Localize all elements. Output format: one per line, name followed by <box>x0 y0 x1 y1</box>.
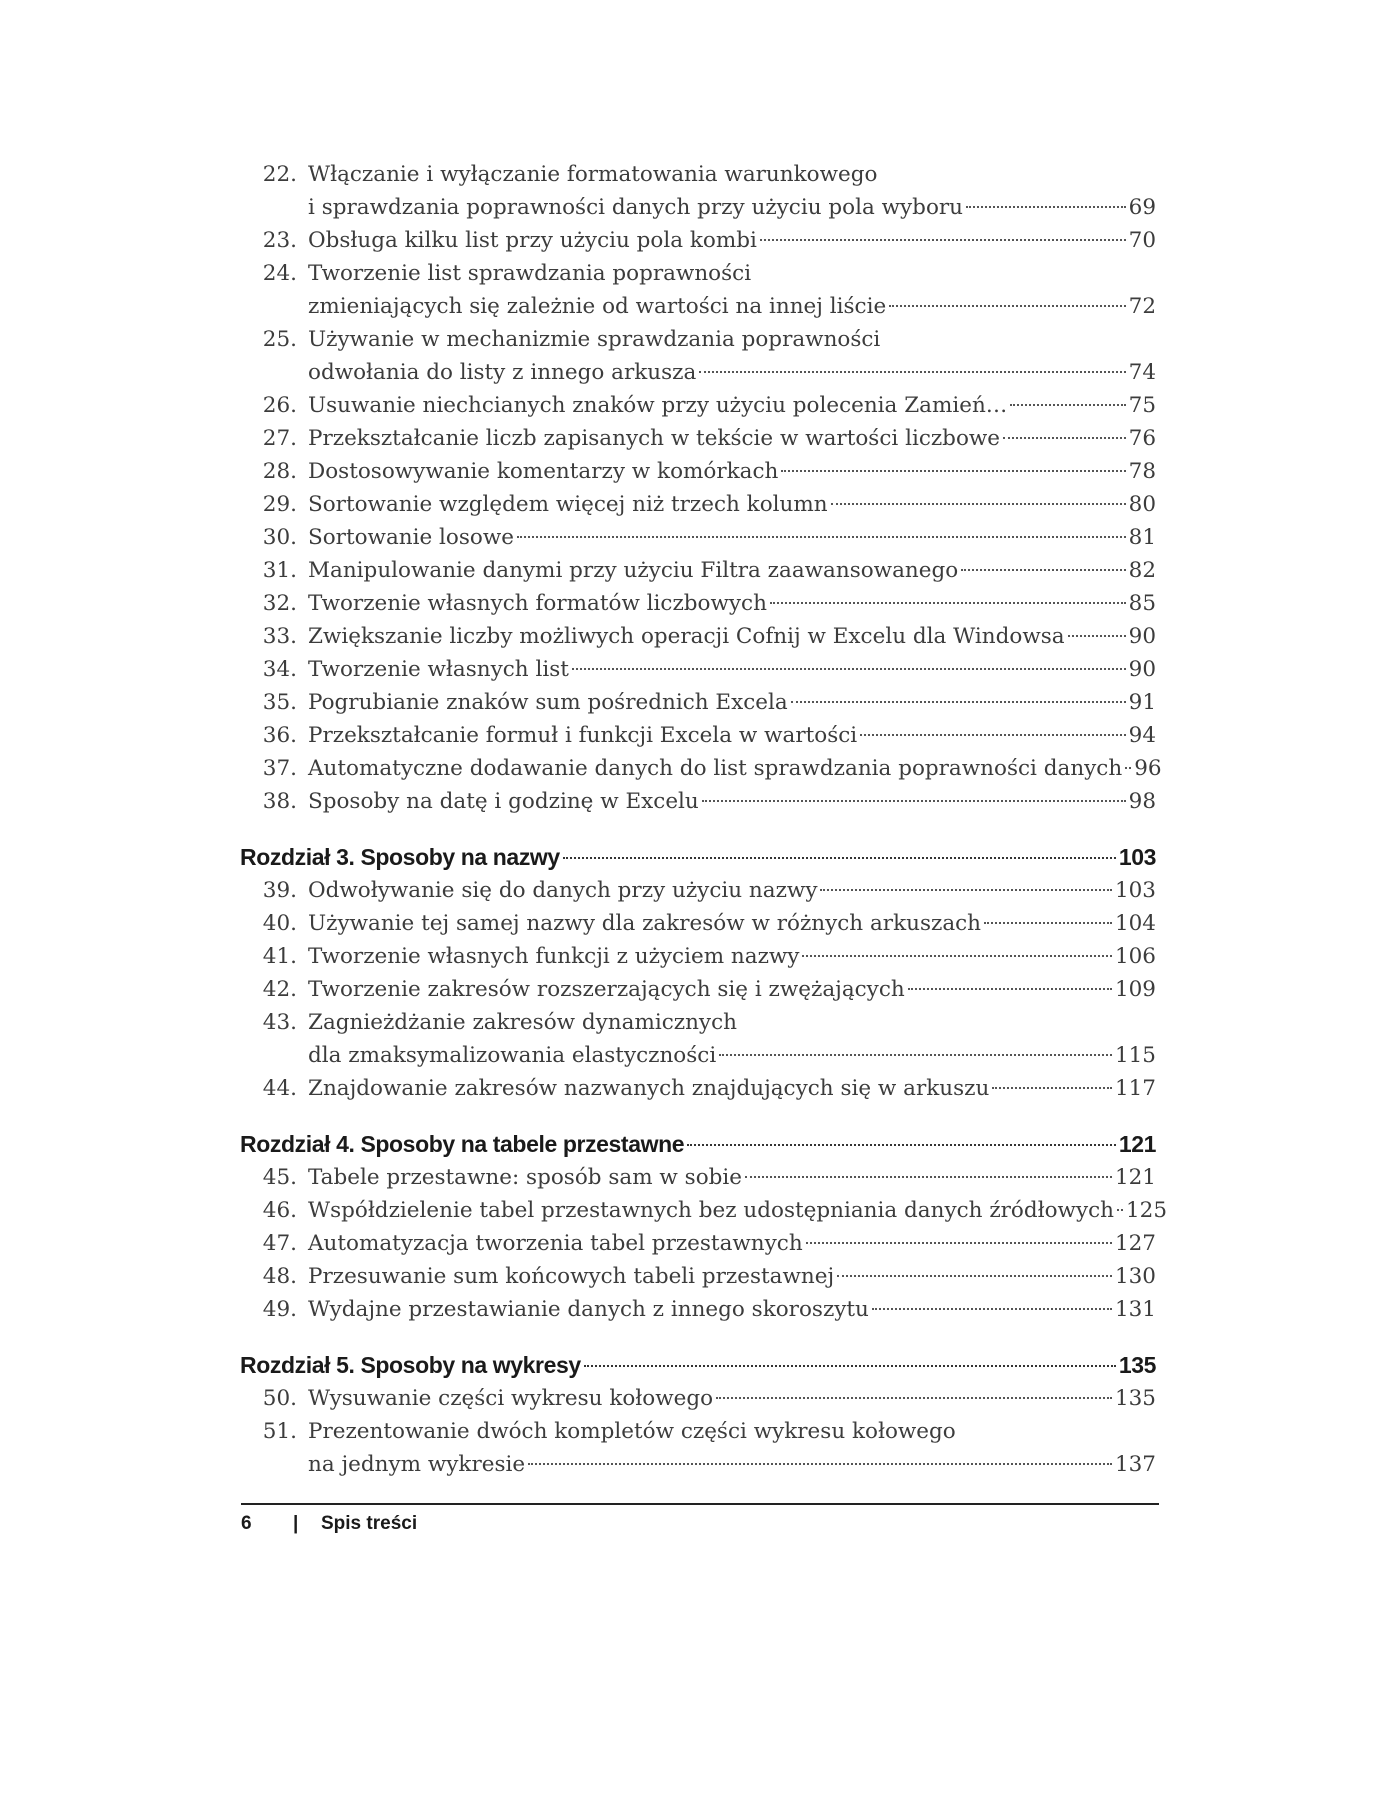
entry-title: Pogrubianie znaków sum pośrednich Excela <box>308 690 788 715</box>
entry-body <box>308 323 1156 389</box>
entry-title-row <box>308 1039 1156 1072</box>
toc-entry[interactable] <box>240 587 1156 620</box>
dot-leader <box>961 569 1125 571</box>
entry-body <box>308 488 1156 521</box>
entry-title-row <box>308 488 1156 521</box>
entry-body <box>308 907 1156 940</box>
entry-title-row <box>308 191 1156 224</box>
entry-number: 48. <box>262 1264 297 1289</box>
entry-page-number: 81 <box>1128 525 1156 550</box>
entry-page-number: 127 <box>1114 1231 1156 1256</box>
entry-body <box>308 1072 1156 1105</box>
entry-title: Tworzenie własnych funkcji z użyciem nazwy <box>308 944 800 969</box>
entry-title-row <box>308 1293 1156 1326</box>
entry-title-row <box>308 1072 1156 1105</box>
toc-entry[interactable] <box>240 389 1156 422</box>
entry-title-row <box>308 422 1156 455</box>
entry-number: 32. <box>262 591 297 616</box>
entry-body <box>308 620 1156 653</box>
entry-title-row <box>308 686 1156 719</box>
entry-number: 27. <box>262 426 297 451</box>
toc-section-chapter-2-items <box>240 158 1162 818</box>
entry-page-number: 91 <box>1128 690 1156 715</box>
entry-title: Odwoływanie się do danych przy użyciu nazwy <box>308 878 818 903</box>
entry-page-number: 85 <box>1128 591 1156 616</box>
entry-number: 37. <box>262 756 297 781</box>
entry-body <box>308 973 1156 1006</box>
entry-title-row <box>308 587 1156 620</box>
entry-page-number: 70 <box>1128 228 1156 253</box>
toc-entry[interactable] <box>240 554 1156 587</box>
entry-page-number: 90 <box>1128 624 1156 649</box>
entry-body <box>308 158 1156 224</box>
entry-title: Sortowanie losowe <box>308 525 514 550</box>
entry-body <box>308 1293 1156 1326</box>
entry-title-line: Tworzenie list sprawdzania poprawności <box>308 261 752 286</box>
dot-leader <box>781 470 1125 472</box>
entry-title: Tworzenie własnych formatów liczbowych <box>308 591 767 616</box>
entry-page-number: 96 <box>1134 756 1162 781</box>
entry-number: 24. <box>262 261 297 286</box>
entry-title: Używanie tej samej nazwy dla zakresów w różnych arkuszach <box>308 911 982 936</box>
footer-separator: | <box>293 1513 299 1534</box>
entry-page-number: 80 <box>1128 492 1156 517</box>
chapter-4-heading[interactable] <box>240 1127 1156 1161</box>
entry-title-row <box>308 752 1162 785</box>
entry-number: 50. <box>262 1386 297 1411</box>
chapter-page-number: 121 <box>1118 1131 1156 1157</box>
entry-number: 41. <box>262 944 297 969</box>
entry-page-number: 117 <box>1114 1076 1156 1101</box>
entry-title: Tworzenie zakresów rozszerzających się i zwężających <box>308 977 905 1002</box>
entry-number: 39. <box>262 878 297 903</box>
toc-entry[interactable] <box>240 1260 1156 1293</box>
table-of-contents <box>240 158 1168 1481</box>
entry-body <box>308 1415 1156 1481</box>
chapter-5-heading[interactable] <box>240 1348 1156 1382</box>
entry-title: Tabele przestawne: sposób sam w sobie <box>308 1165 743 1190</box>
entry-page-number: 76 <box>1128 426 1156 451</box>
dot-leader <box>1068 635 1126 637</box>
entry-body <box>308 1161 1156 1194</box>
entry-body <box>308 653 1156 686</box>
entry-body <box>308 1006 1156 1072</box>
entry-title-row <box>308 389 1156 422</box>
entry-number: 45. <box>262 1165 297 1190</box>
entry-page-number: 78 <box>1128 459 1156 484</box>
chapter-page-number: 103 <box>1118 844 1156 870</box>
entry-number: 34. <box>262 657 297 682</box>
toc-entry[interactable] <box>240 1161 1156 1194</box>
dot-leader <box>1010 404 1125 406</box>
dot-leader <box>791 701 1126 703</box>
entry-number: 30. <box>262 525 297 550</box>
entry-page-number: 104 <box>1114 911 1156 936</box>
toc-entry[interactable] <box>240 907 1156 940</box>
toc-entry[interactable] <box>240 422 1156 455</box>
dot-leader <box>770 602 1126 604</box>
toc-entry[interactable] <box>240 752 1162 785</box>
toc-entry[interactable] <box>240 1006 1156 1072</box>
dot-leader <box>745 1176 1112 1178</box>
toc-entry[interactable] <box>240 1415 1156 1481</box>
footer-text <box>241 1505 1159 1535</box>
entry-title-row <box>308 1448 1156 1481</box>
entry-number: 26. <box>262 393 297 418</box>
entry-title-row <box>308 455 1156 488</box>
entry-page-number: 75 <box>1128 393 1156 418</box>
entry-body <box>308 1382 1156 1415</box>
entry-title-row <box>308 874 1156 907</box>
entry-title-row <box>308 1382 1156 1415</box>
entry-page-number: 131 <box>1114 1297 1156 1322</box>
entry-page-number: 115 <box>1114 1043 1156 1068</box>
dot-leader <box>860 734 1125 736</box>
dot-leader <box>563 857 1116 859</box>
entry-body <box>308 719 1156 752</box>
entry-number: 28. <box>262 459 297 484</box>
entry-number: 43. <box>262 1010 297 1035</box>
entry-number: 25. <box>262 327 297 352</box>
dot-leader <box>966 206 1126 208</box>
toc-entry[interactable] <box>240 874 1156 907</box>
entry-title-row <box>308 1227 1156 1260</box>
entry-title: Zwiększanie liczby możliwych operacji Cofnij w Excelu dla Windowsa <box>308 624 1065 649</box>
toc-section-chapter-3-items <box>240 874 1156 1105</box>
entry-title-row <box>308 1194 1168 1227</box>
toc-entry[interactable] <box>240 224 1156 257</box>
toc-entry[interactable] <box>240 719 1156 752</box>
entry-body <box>308 257 1156 323</box>
entry-number: 44. <box>262 1076 297 1101</box>
chapter-title: Rozdział 4. Sposoby na tabele przestawne <box>240 1131 685 1157</box>
entry-title: Obsługa kilku list przy użyciu pola kombi <box>308 228 757 253</box>
entry-page-number: 82 <box>1128 558 1156 583</box>
entry-title: dla zmaksymalizowania elastyczności <box>308 1043 717 1068</box>
dot-leader <box>802 955 1111 957</box>
entry-title: i sprawdzania poprawności danych przy użyciu pola wyboru <box>308 195 964 220</box>
entry-title-row <box>308 653 1156 686</box>
dot-leader <box>908 988 1112 990</box>
entry-title: Sortowanie względem więcej niż trzech kolumn <box>308 492 828 517</box>
entry-page-number: 135 <box>1114 1386 1156 1411</box>
entry-title: Dostosowywanie komentarzy w komórkach <box>308 459 779 484</box>
entry-title-row <box>308 620 1156 653</box>
entry-body <box>308 587 1156 620</box>
chapter-title: Rozdział 3. Sposoby na nazwy <box>240 844 560 870</box>
entry-page-number: 106 <box>1114 944 1156 969</box>
toc-entry[interactable] <box>240 653 1156 686</box>
entry-body <box>308 785 1156 818</box>
entry-title: odwołania do listy z innego arkusza <box>308 360 697 385</box>
entry-title: Automatyczne dodawanie danych do list sprawdzania poprawności danych <box>308 756 1123 781</box>
toc-entry[interactable] <box>240 488 1156 521</box>
page-footer <box>241 1503 1159 1535</box>
footer-page-number: 6 <box>241 1513 252 1534</box>
toc-entry[interactable] <box>240 1293 1156 1326</box>
dot-leader <box>687 1144 1116 1146</box>
dot-leader <box>702 800 1126 802</box>
entry-page-number: 90 <box>1128 657 1156 682</box>
entry-title-row <box>308 907 1156 940</box>
dot-leader <box>820 889 1111 891</box>
entry-title-line: Włączanie i wyłączanie formatowania warunkowego <box>308 162 878 187</box>
dot-leader <box>1003 437 1126 439</box>
entry-title: Tworzenie własnych list <box>308 657 569 682</box>
dot-leader <box>831 503 1126 505</box>
entry-body <box>308 1227 1156 1260</box>
entry-title-row <box>308 521 1156 554</box>
entry-number: 35. <box>262 690 297 715</box>
chapter-title: Rozdział 5. Sposoby na wykresy <box>240 1352 581 1378</box>
entry-page-number: 72 <box>1128 294 1156 319</box>
dot-leader <box>584 1365 1116 1367</box>
entry-title: Sposoby na datę i godzinę w Excelu <box>308 789 699 814</box>
entry-title-row <box>308 940 1156 973</box>
entry-body <box>308 521 1156 554</box>
entry-number: 42. <box>262 977 297 1002</box>
entry-body <box>308 554 1156 587</box>
dot-leader <box>572 668 1126 670</box>
toc-entry[interactable] <box>240 521 1156 554</box>
dot-leader <box>984 922 1112 924</box>
toc-entry[interactable] <box>240 455 1156 488</box>
entry-title: Przesuwanie sum końcowych tabeli przestawnej <box>308 1264 835 1289</box>
dot-leader <box>699 371 1125 373</box>
dot-leader <box>1125 767 1131 769</box>
entry-page-number: 98 <box>1128 789 1156 814</box>
entry-number: 46. <box>262 1198 297 1223</box>
entry-title-row <box>308 290 1156 323</box>
toc-entry[interactable] <box>240 1194 1168 1227</box>
dot-leader <box>716 1397 1112 1399</box>
entry-title-row <box>308 554 1156 587</box>
dot-leader <box>806 1242 1112 1244</box>
entry-title: Manipulowanie danymi przy użyciu Filtra zaawansowanego <box>308 558 959 583</box>
toc-section-chapter-5-items <box>240 1382 1156 1481</box>
chapter-page-number: 135 <box>1118 1352 1156 1378</box>
entry-body <box>308 1194 1168 1227</box>
entry-page-number: 137 <box>1114 1452 1156 1477</box>
toc-entry[interactable] <box>240 940 1156 973</box>
entry-title: Wydajne przestawianie danych z innego skoroszytu <box>308 1297 869 1322</box>
toc-entry[interactable] <box>240 973 1156 1006</box>
entry-title-line: Zagnieżdżanie zakresów dynamicznych <box>308 1010 737 1035</box>
entry-body <box>308 389 1156 422</box>
entry-body <box>308 686 1156 719</box>
entry-number: 49. <box>262 1297 297 1322</box>
entry-title: Automatyzacja tworzenia tabel przestawnych <box>308 1231 803 1256</box>
entry-title: na jednym wykresie <box>308 1452 526 1477</box>
entry-title: Współdzielenie tabel przestawnych bez udostępniania danych źródłowych <box>308 1198 1114 1223</box>
dot-leader <box>1117 1209 1123 1211</box>
entry-number: 38. <box>262 789 297 814</box>
entry-title: Wysuwanie części wykresu kołowego <box>308 1386 714 1411</box>
entry-title-row <box>308 785 1156 818</box>
entry-number: 40. <box>262 911 297 936</box>
entry-body <box>308 224 1156 257</box>
entry-number: 23. <box>262 228 297 253</box>
entry-page-number: 130 <box>1114 1264 1156 1289</box>
entry-title-row <box>308 224 1156 257</box>
entry-number: 31. <box>262 558 297 583</box>
toc-entry[interactable] <box>240 686 1156 719</box>
entry-page-number: 121 <box>1114 1165 1156 1190</box>
footer-section-title: Spis treści <box>321 1513 418 1534</box>
entry-number: 22. <box>262 162 297 187</box>
entry-page-number: 69 <box>1128 195 1156 220</box>
entry-number: 29. <box>262 492 297 517</box>
toc-entry[interactable] <box>240 1227 1156 1260</box>
entry-title: Usuwanie niechcianych znaków przy użyciu polecenia Zamień… <box>308 393 1008 418</box>
toc-entry[interactable] <box>240 1072 1156 1105</box>
dot-leader <box>889 305 1125 307</box>
dot-leader <box>517 536 1126 538</box>
entry-title-row <box>308 719 1156 752</box>
entry-title: Znajdowanie zakresów nazwanych znajdujących się w arkuszu <box>308 1076 990 1101</box>
entry-body <box>308 455 1156 488</box>
entry-title-row <box>308 1260 1156 1293</box>
entry-number: 47. <box>262 1231 297 1256</box>
entry-title-row <box>308 1161 1156 1194</box>
entry-page-number: 74 <box>1128 360 1156 385</box>
entry-title-line: Używanie w mechanizmie sprawdzania poprawności <box>308 327 881 352</box>
entry-number: 51. <box>262 1419 297 1444</box>
toc-entry[interactable] <box>240 785 1156 818</box>
dot-leader <box>872 1308 1112 1310</box>
entry-title-row <box>308 973 1156 1006</box>
entry-title: Przekształcanie liczb zapisanych w tekście w wartości liczbowe <box>308 426 1001 451</box>
toc-entry[interactable] <box>240 257 1156 323</box>
dot-leader <box>760 239 1126 241</box>
toc-section-chapter-4-items <box>240 1161 1168 1326</box>
entry-title: zmieniających się zależnie od wartości na innej liście <box>308 294 887 319</box>
entry-page-number: 94 <box>1128 723 1156 748</box>
entry-title: Przekształcanie formuł i funkcji Excela w wartości <box>308 723 858 748</box>
toc-entry[interactable] <box>240 158 1156 224</box>
dot-leader <box>528 1463 1112 1465</box>
entry-body <box>308 940 1156 973</box>
dot-leader <box>837 1275 1112 1277</box>
entry-page-number: 125 <box>1125 1198 1168 1223</box>
toc-entry[interactable] <box>240 1382 1156 1415</box>
entry-number: 33. <box>262 624 297 649</box>
dot-leader <box>719 1054 1112 1056</box>
chapter-3-heading[interactable] <box>240 840 1156 874</box>
entry-number: 36. <box>262 723 297 748</box>
toc-entry[interactable] <box>240 323 1156 389</box>
dot-leader <box>992 1087 1112 1089</box>
entry-body <box>308 422 1156 455</box>
entry-body <box>308 874 1156 907</box>
entry-page-number: 103 <box>1114 878 1156 903</box>
toc-entry[interactable] <box>240 620 1156 653</box>
entry-body <box>308 1260 1156 1293</box>
entry-title-line: Prezentowanie dwóch kompletów części wykresu kołowego <box>308 1419 956 1444</box>
entry-title-row <box>308 356 1156 389</box>
entry-page-number: 109 <box>1114 977 1156 1002</box>
entry-body <box>308 752 1162 785</box>
